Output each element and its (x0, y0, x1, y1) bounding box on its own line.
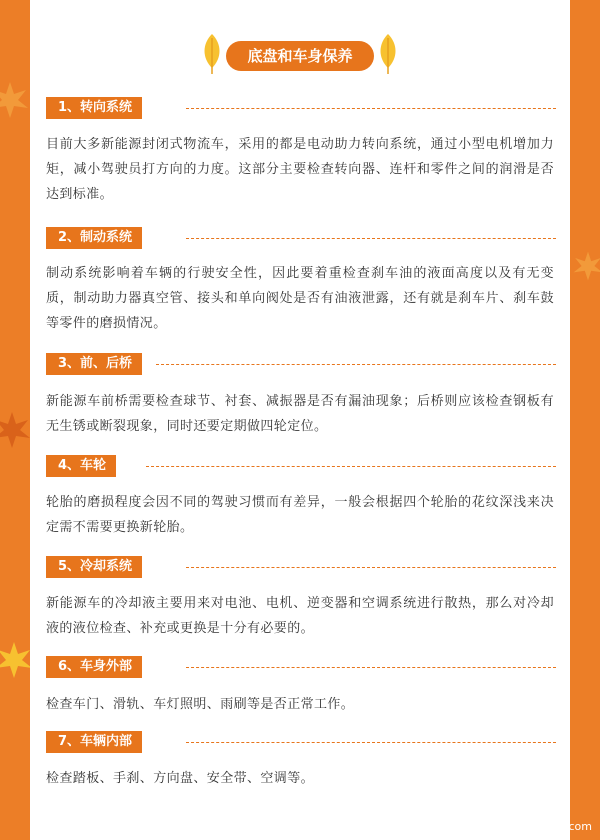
section-header (46, 97, 556, 119)
section-header (46, 731, 556, 753)
section-text: 新能源车前桥需要检查球节、衬套、减振器是否有漏油现象；后桥则应该检查钢板有无生锈或断裂现象，同时还要定期做四轮定位。 (46, 394, 554, 434)
yellow-leaf-icon (376, 32, 400, 76)
content-panel (30, 0, 570, 840)
maple-leaf-decoration (0, 410, 32, 450)
dashed-divider (146, 466, 556, 467)
section-label: 4、车轮 (46, 455, 116, 477)
dashed-divider (186, 567, 556, 568)
section-text: 目前大多新能源封闭式物流车，采用的都是电动助力转向系统，通过小型电机增加力矩，减小驾驶员打方向的力度。这部分主要检查转向器、连杆和零件之间的润滑是否达到标准。 (46, 137, 554, 202)
section-label: 3、前、后桥 (46, 353, 142, 375)
section-label: 1、转向系统 (46, 97, 142, 119)
section-text: 新能源车的冷却液主要用来对电池、电机、逆变器和空调系统进行散热，那么对冷却液的液位检查、补充或更换是十分有必要的。 (46, 596, 554, 636)
dashed-divider (156, 364, 556, 365)
section-label: 2、制动系统 (46, 227, 142, 249)
maple-leaf-decoration (572, 250, 600, 282)
maple-leaf-decoration (0, 640, 34, 680)
section-text: 检查踏板、手刹、方向盘、安全带、空调等。 (46, 771, 315, 786)
watermark: 卡车之家 www.360che.com (447, 820, 592, 833)
section-label: 6、车身外部 (46, 656, 142, 678)
dashed-divider (186, 238, 556, 239)
maple-leaf-decoration (0, 80, 30, 120)
dashed-divider (186, 742, 556, 743)
title-area (30, 30, 570, 80)
section-header (46, 656, 556, 678)
section-label: 5、冷却系统 (46, 556, 142, 578)
section-header (46, 353, 556, 375)
dashed-divider (186, 108, 556, 109)
section-text: 轮胎的磨损程度会因不同的驾驶习惯而有差异，一般会根据四个轮胎的花纹深浅来决定需不需要更换新轮胎。 (46, 495, 554, 535)
page-title: 底盘和车身保养 (226, 41, 374, 71)
section-text: 制动系统影响着车辆的行驶安全性，因此要着重检查刹车油的液面高度以及有无变质，制动助力器真空管、接头和单向阀处是否有油液泄露，还有就是刹车片、刹车鼓等零件的磨损情况。 (46, 266, 554, 331)
dashed-divider (186, 667, 556, 668)
section-header (46, 556, 556, 578)
yellow-leaf-icon (200, 32, 224, 76)
section-header (46, 227, 556, 249)
section-label: 7、车辆内部 (46, 731, 142, 753)
section-header (46, 455, 556, 477)
section-text: 检查车门、滑轨、车灯照明、雨刷等是否正常工作。 (46, 697, 355, 712)
